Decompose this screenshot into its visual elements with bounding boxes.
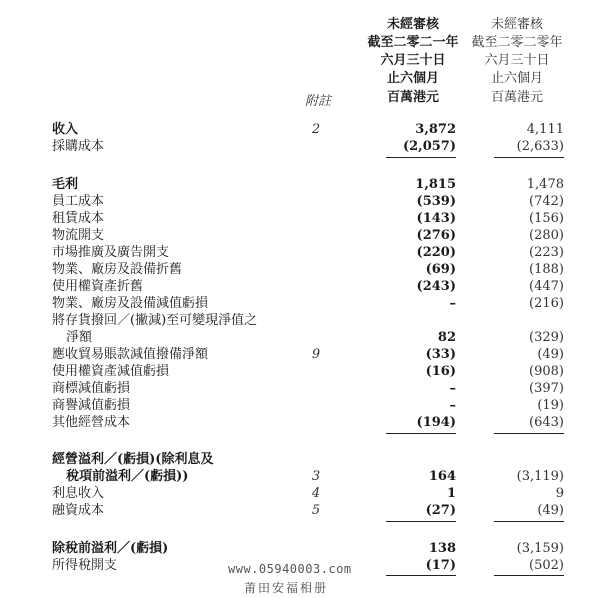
table-row (0, 139, 596, 155)
row-current-value: (243) (416, 279, 456, 294)
row-current-value: – (449, 381, 456, 396)
row-note: 5 (311, 503, 321, 518)
row-current-value: (16) (425, 364, 456, 379)
row-current-value: 1,815 (415, 177, 456, 192)
row-prior-value: (156) (529, 211, 564, 226)
row-prior-value: (223) (529, 245, 564, 260)
row-label: 所得稅開支 (52, 558, 118, 573)
row-current-value: (143) (416, 211, 456, 226)
prior-header-line-4: 止六個月 (490, 71, 543, 86)
row-prior-value: 9 (555, 486, 564, 501)
row-prior-value: (3,119) (516, 469, 564, 484)
table-row (0, 452, 596, 468)
row-current-value: 82 (437, 330, 456, 345)
prior-header-line-5: 百萬港元 (490, 90, 543, 105)
table-row (0, 347, 596, 363)
row-note: 4 (311, 486, 321, 501)
subtotal-rule-current (386, 157, 456, 158)
row-label: 除稅前溢利／(虧損) (52, 541, 169, 556)
row-current-value: (33) (425, 347, 456, 362)
row-prior-value: (742) (529, 194, 564, 209)
row-current-value: – (449, 296, 456, 311)
row-prior-value: (329) (529, 330, 564, 345)
row-current-value: (17) (425, 558, 456, 573)
row-label: 應收貿易賬款減值撥備淨額 (52, 347, 209, 362)
row-current-value: (194) (416, 415, 456, 430)
row-label: 物流開支 (52, 228, 105, 243)
row-prior-value: 4,111 (526, 122, 564, 137)
table-row (0, 279, 596, 295)
row-prior-value: (188) (529, 262, 564, 277)
subtotal-rule-current (386, 521, 456, 522)
row-prior-value: (908) (529, 364, 564, 379)
subtotal-rule-prior (494, 575, 564, 576)
row-prior-value: (19) (537, 398, 564, 413)
row-current-value: 1 (446, 486, 456, 501)
row-current-value: 164 (428, 469, 456, 484)
row-label: 其他經營成本 (52, 415, 131, 430)
row-label: 稅項前溢利／(虧損)) (66, 469, 189, 484)
row-prior-value: (280) (529, 228, 564, 243)
row-label: 毛利 (52, 177, 79, 192)
row-prior-value: (49) (537, 503, 564, 518)
table-row (0, 177, 596, 193)
table-row (0, 194, 596, 210)
row-prior-value: (447) (529, 279, 564, 294)
table-row (0, 503, 596, 519)
table-row (0, 262, 596, 278)
row-current-value: 3,872 (415, 122, 456, 137)
table-row (0, 398, 596, 414)
row-note: 2 (311, 122, 321, 137)
current-header-line-2: 截至二零二一年 (367, 35, 459, 50)
row-label: 採購成本 (52, 139, 105, 154)
row-note: 9 (311, 347, 321, 362)
row-label: 使用權資產減值虧損 (52, 364, 170, 379)
subtotal-rule-prior (494, 157, 564, 158)
current-header-line-5: 百萬港元 (386, 90, 439, 105)
row-current-value: (276) (416, 228, 456, 243)
row-label: 將存貨撥回／(撇減)至可變現淨值之 (52, 313, 258, 328)
prior-header-line-2: 截至二零二零年 (471, 35, 563, 50)
row-current-value: (539) (416, 194, 456, 209)
table-row (0, 486, 596, 502)
subtotal-rule-current (386, 433, 456, 434)
subtotal-rule-prior (494, 521, 564, 522)
row-label: 租賃成本 (52, 211, 105, 226)
table-row (0, 245, 596, 261)
row-note: 3 (311, 469, 321, 484)
table-row (0, 381, 596, 397)
note-column-header: 附註 (304, 94, 331, 109)
row-label: 收入 (52, 122, 79, 137)
row-prior-value: (502) (529, 558, 564, 573)
current-header-line-1: 未經審核 (386, 17, 439, 32)
table-row (0, 313, 596, 329)
row-label: 商標減值虧損 (52, 381, 131, 396)
row-label: 員工成本 (52, 194, 105, 209)
prior-header-line-3: 六月三十日 (484, 53, 550, 68)
row-prior-value: (397) (529, 381, 564, 396)
row-prior-value: 1,478 (526, 177, 564, 192)
row-prior-value: (49) (537, 347, 564, 362)
row-label: 利息收入 (52, 486, 105, 501)
row-prior-value: (2,633) (516, 139, 564, 154)
watermark-name: 莆田安福相册 (244, 581, 329, 595)
table-row (0, 296, 596, 312)
row-label: 商譽減值虧損 (52, 398, 131, 413)
table-row (0, 211, 596, 227)
subtotal-rule-current (386, 575, 456, 576)
row-label: 市場推廣及廣告開支 (52, 245, 170, 260)
row-label: 物業、廠房及設備減值虧損 (52, 296, 209, 311)
row-label: 使用權資產折舊 (52, 279, 144, 294)
table-row (0, 122, 596, 138)
row-label: 經營溢利／(虧損)(除利息及 (52, 452, 214, 467)
table-row (0, 364, 596, 380)
current-header-line-4: 止六個月 (386, 71, 439, 86)
row-prior-value: (3,159) (516, 541, 564, 556)
table-row (0, 330, 596, 346)
row-label: 融資成本 (52, 503, 105, 518)
subtotal-rule-prior (494, 433, 564, 434)
table-row (0, 469, 596, 485)
table-row (0, 541, 596, 557)
row-prior-value: (216) (529, 296, 564, 311)
table-row (0, 415, 596, 431)
prior-header-line-1: 未經審核 (490, 17, 543, 32)
row-current-value: (27) (425, 503, 456, 518)
row-current-value: 138 (428, 541, 456, 556)
row-label: 淨額 (66, 330, 93, 345)
watermark-url: www.05940003.com (228, 562, 352, 576)
table-row (0, 228, 596, 244)
current-header-line-3: 六月三十日 (380, 53, 446, 68)
row-current-value: – (449, 398, 456, 413)
row-label: 物業、廠房及設備折舊 (52, 262, 183, 277)
row-current-value: (69) (425, 262, 456, 277)
row-current-value: (2,057) (402, 139, 456, 154)
row-current-value: (220) (416, 245, 456, 260)
row-prior-value: (643) (529, 415, 564, 430)
